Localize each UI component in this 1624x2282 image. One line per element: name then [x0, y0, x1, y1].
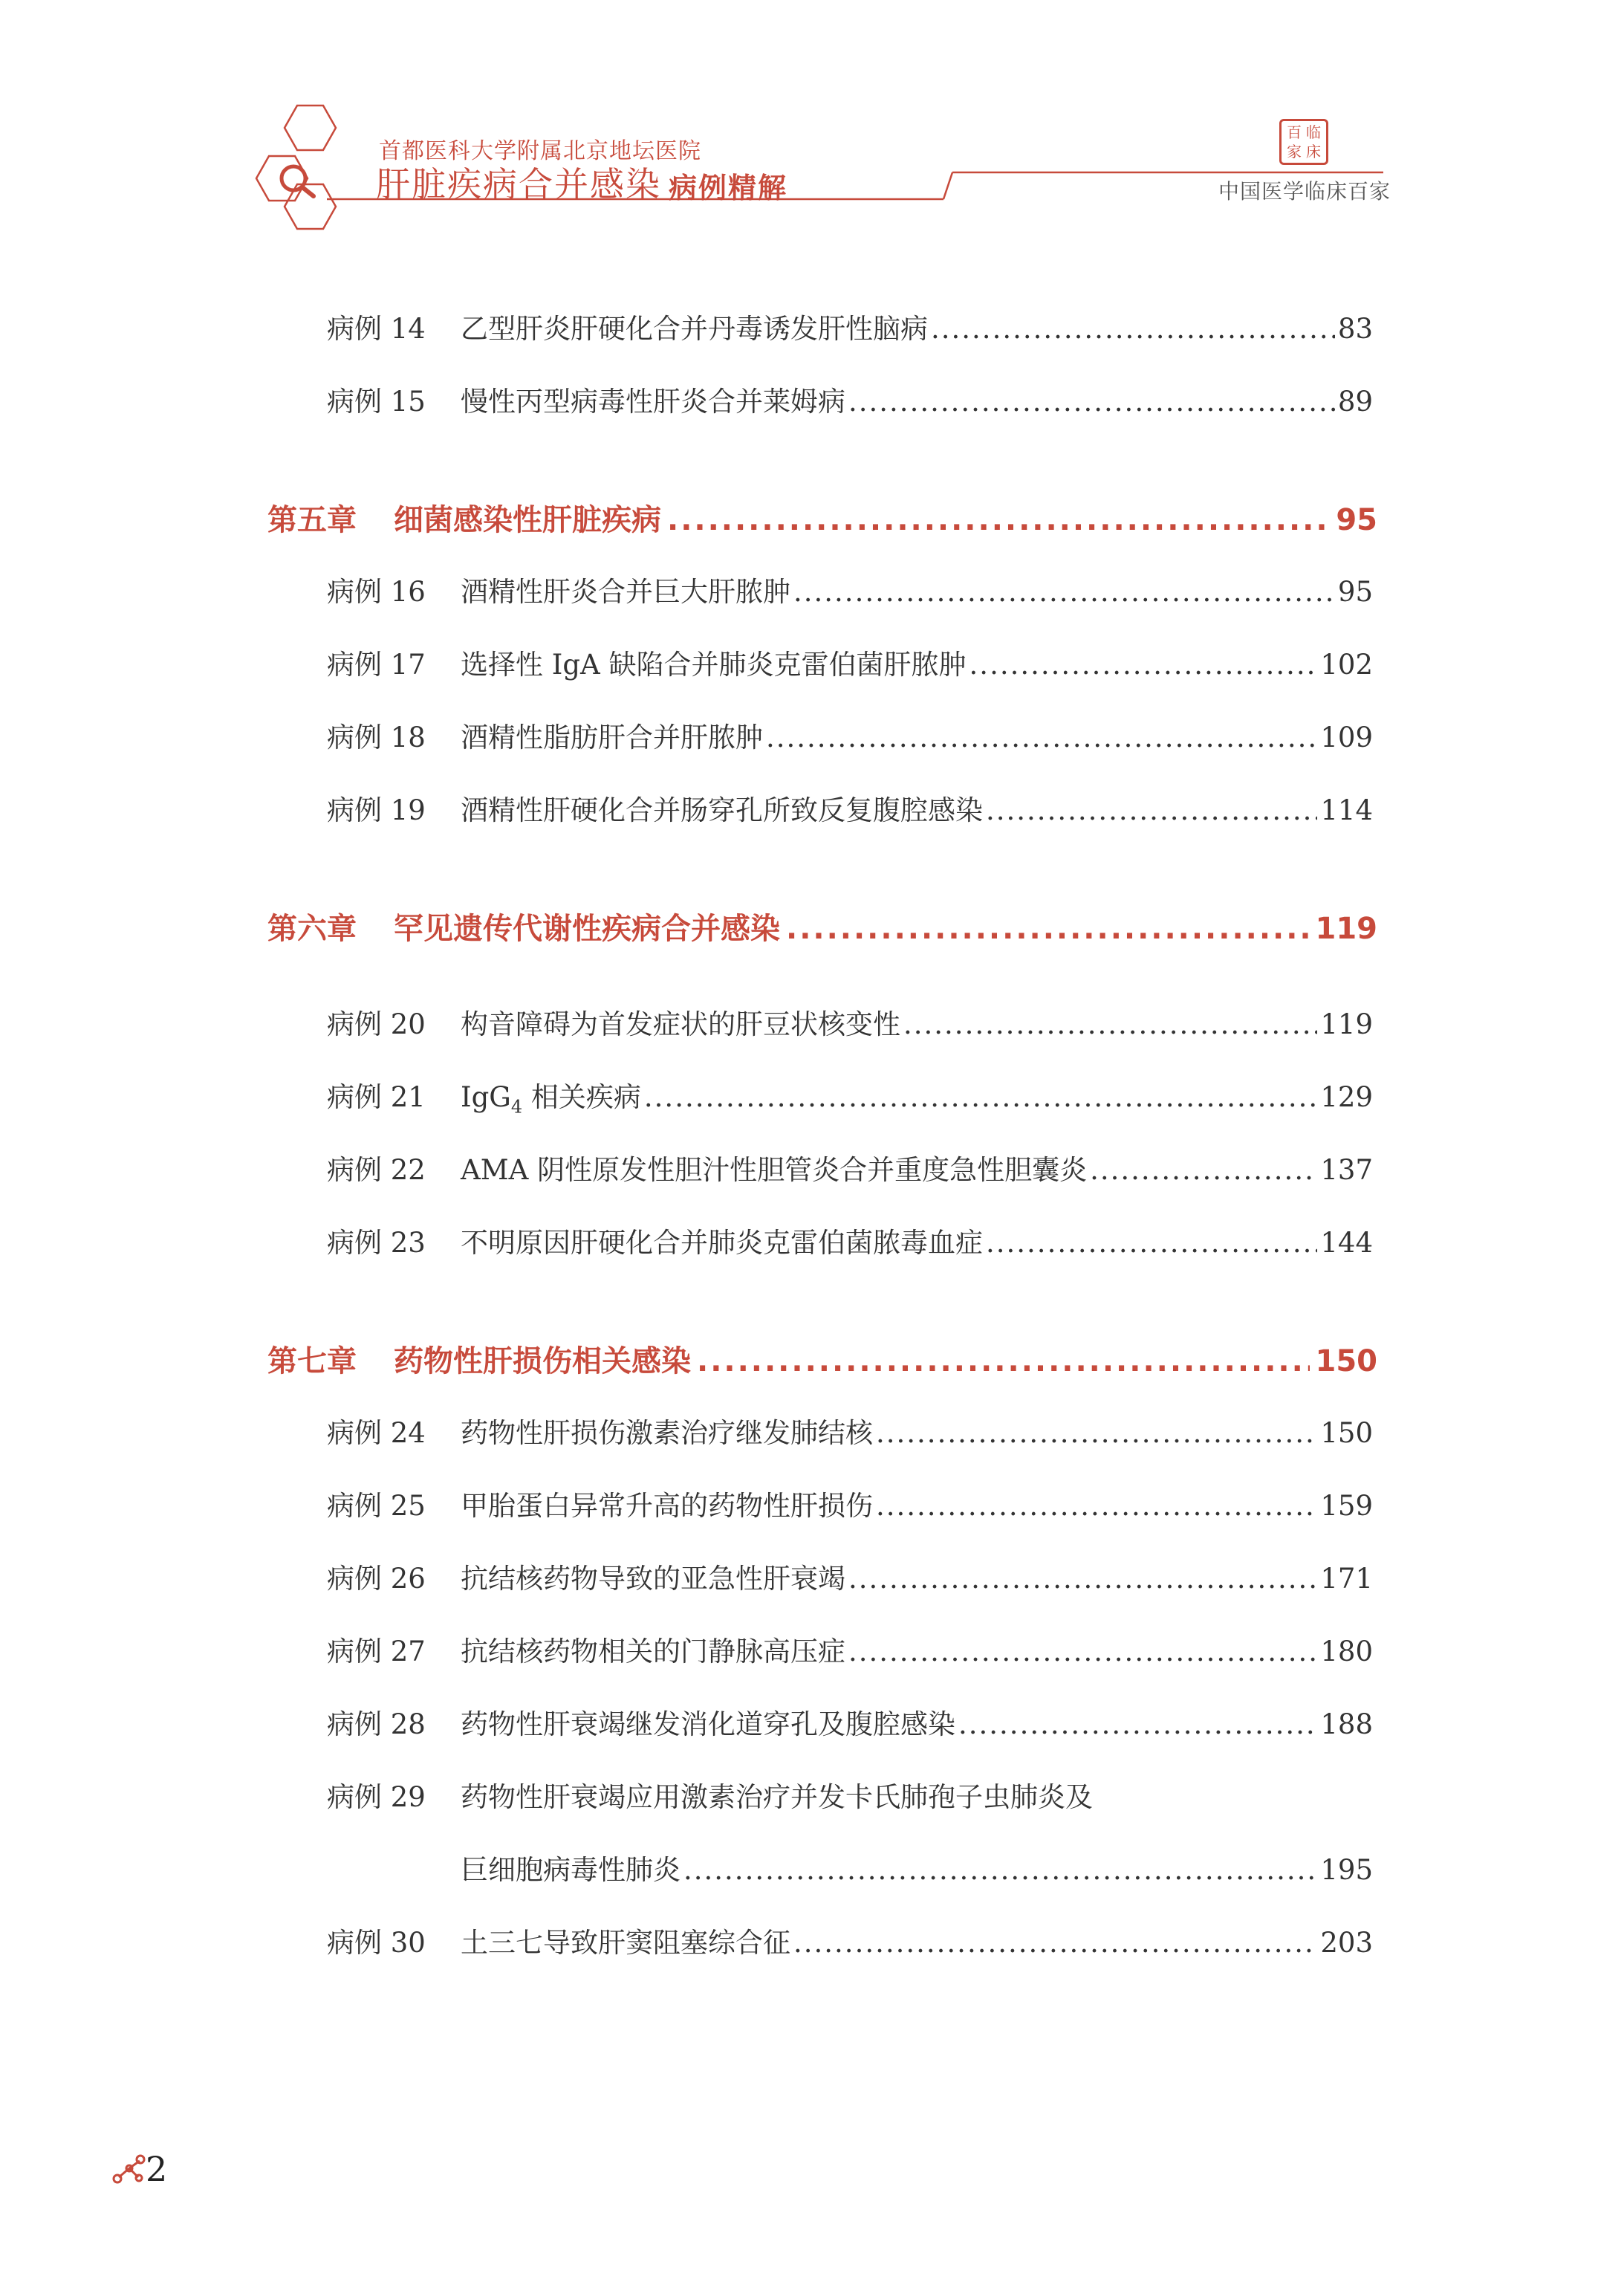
toc-case-entry[interactable]	[327, 306, 1373, 346]
chapter-title: 细菌感染性肝脏疾病	[394, 503, 661, 537]
page-number: 109	[1320, 722, 1373, 753]
leader-dots	[697, 1344, 1310, 1378]
page-number: 203	[1320, 1927, 1373, 1959]
case-title: 药物性肝衰竭继发消化道穿孔及腹腔感染	[461, 1708, 955, 1740]
page-number: 95	[1336, 503, 1377, 537]
page-number: 171	[1320, 1563, 1373, 1595]
leader-dots	[931, 313, 1335, 345]
case-number: 病例 21	[327, 1081, 426, 1113]
toc-case-entry[interactable]	[327, 1410, 1373, 1450]
case-number: 病例 20	[327, 1008, 426, 1040]
case-number: 病例 22	[327, 1154, 426, 1186]
leader-dots	[786, 912, 1310, 946]
toc-case-entry[interactable]	[327, 1002, 1373, 1042]
case-number: 病例 18	[327, 722, 426, 753]
molecule-icon	[111, 2152, 146, 2186]
case-title: 药物性肝损伤激素治疗继发肺结核	[461, 1417, 873, 1449]
toc-case-entry[interactable]	[327, 1629, 1373, 1669]
leader-dots	[848, 1563, 1317, 1595]
page-number: 144	[1320, 1227, 1373, 1259]
case-number: 病例 26	[327, 1563, 426, 1595]
seal-char: 家	[1287, 143, 1302, 161]
chapter-label: 第六章	[267, 912, 357, 946]
leader-dots	[876, 1417, 1317, 1449]
leader-dots	[986, 794, 1317, 826]
chapter-label: 第五章	[267, 503, 357, 537]
case-number: 病例 19	[327, 794, 426, 826]
chapter-label: 第七章	[267, 1344, 357, 1378]
chapter-title: 罕见遗传代谢性疾病合并感染	[394, 912, 780, 946]
case-number: 病例 17	[327, 649, 426, 681]
case-title-continuation: 巨细胞病毒性肺炎	[461, 1854, 681, 1886]
book-title: 肝脏疾病合并感染	[376, 164, 661, 204]
page-number: 119	[1315, 912, 1377, 946]
case-title: 慢性丙型病毒性肝炎合并莱姆病	[461, 386, 845, 418]
case-title: 抗结核药物导致的亚急性肝衰竭	[461, 1563, 845, 1595]
case-number: 病例 25	[327, 1490, 426, 1522]
case-title: IgG$_4$ 相关疾病	[461, 1081, 641, 1118]
case-title: 酒精性脂肪肝合并肝脓肿	[461, 722, 763, 753]
leader-dots	[1090, 1154, 1317, 1186]
leader-dots	[876, 1490, 1317, 1522]
toc-chapter-entry[interactable]	[267, 905, 1377, 947]
page-number: 83	[1337, 313, 1373, 345]
page-number: 137	[1320, 1154, 1373, 1186]
case-title: 药物性肝衰竭应用激素治疗并发卡氏肺孢子虫肺炎及	[461, 1781, 1093, 1813]
case-title: 甲胎蛋白异常升高的药物性肝损伤	[461, 1490, 873, 1522]
toc-case-entry[interactable]	[327, 1074, 1373, 1117]
toc-case-entry-continuation[interactable]	[327, 1847, 1373, 1887]
leader-dots	[848, 1636, 1317, 1667]
toc-case-entry[interactable]	[327, 1147, 1373, 1187]
toc-case-entry[interactable]	[327, 379, 1373, 419]
toc-case-entry[interactable]	[327, 715, 1373, 755]
page-number: 129	[1320, 1081, 1373, 1113]
case-title: 构音障碍为首发症状的肝豆状核变性	[461, 1008, 900, 1040]
toc-case-entry[interactable]	[327, 1774, 1373, 1815]
leader-dots	[903, 1008, 1317, 1040]
case-title: 酒精性肝硬化合并肠穿孔所致反复腹腔感染	[461, 794, 983, 826]
institution-name: 首都医科大学附属北京地坛医院	[379, 138, 701, 164]
series-name: 中国医学临床百家	[1218, 179, 1391, 204]
seal-char: 临	[1306, 123, 1321, 141]
leader-dots	[848, 386, 1335, 418]
case-number: 病例 15	[327, 386, 426, 418]
toc-case-entry[interactable]	[327, 642, 1373, 682]
toc-case-entry[interactable]	[327, 788, 1373, 828]
page-number: 159	[1320, 1490, 1373, 1522]
page-number: 102	[1320, 649, 1373, 681]
leader-dots	[667, 503, 1330, 537]
page-number: 114	[1320, 794, 1373, 826]
page-number: 119	[1320, 1008, 1373, 1040]
case-title: 土三七导致肝窦阻塞综合征	[461, 1927, 790, 1959]
leader-dots	[644, 1081, 1317, 1113]
leader-dots	[986, 1227, 1317, 1259]
page-number: 95	[1337, 576, 1373, 608]
series-seal-logo	[1279, 119, 1328, 165]
toc-case-entry[interactable]	[327, 1220, 1373, 1260]
leader-dots	[793, 1927, 1317, 1959]
toc-case-entry[interactable]	[327, 1483, 1373, 1523]
leader-dots	[969, 649, 1318, 681]
case-number: 病例 24	[327, 1417, 426, 1449]
case-number: 病例 28	[327, 1708, 426, 1740]
leader-dots	[683, 1854, 1317, 1886]
case-title: 乙型肝炎肝硬化合并丹毒诱发肝性脑病	[461, 313, 928, 345]
case-title: 抗结核药物相关的门静脉高压症	[461, 1636, 845, 1667]
case-title: 选择性 IgA 缺陷合并肺炎克雷伯菌肝脓肿	[461, 649, 967, 681]
seal-char: 百	[1287, 123, 1302, 141]
toc-chapter-entry[interactable]	[267, 1338, 1377, 1380]
case-number: 病例 23	[327, 1227, 426, 1259]
page-number: 150	[1315, 1344, 1377, 1378]
page-number: 195	[1320, 1854, 1373, 1886]
case-number: 病例 16	[327, 576, 426, 608]
case-title: 不明原因肝硬化合并肺炎克雷伯菌脓毒血症	[461, 1227, 983, 1259]
page-header	[0, 0, 1624, 238]
leader-dots	[766, 722, 1317, 753]
case-number: 病例 14	[327, 313, 426, 345]
seal-char: 床	[1306, 143, 1321, 161]
leader-dots	[958, 1708, 1317, 1740]
case-title: 酒精性肝炎合并巨大肝脓肿	[461, 576, 790, 608]
toc-case-entry[interactable]	[327, 1556, 1373, 1596]
toc-case-entry[interactable]	[327, 1702, 1373, 1742]
case-number: 病例 30	[327, 1927, 426, 1959]
toc-case-entry[interactable]	[327, 569, 1373, 609]
page-number: 188	[1320, 1708, 1373, 1740]
leader-dots	[793, 576, 1335, 608]
page-number: 89	[1337, 386, 1373, 418]
case-title: AMA 阴性原发性胆汁性胆管炎合并重度急性胆囊炎	[461, 1154, 1088, 1186]
case-number: 病例 29	[327, 1781, 426, 1813]
toc-case-entry[interactable]	[327, 1920, 1373, 1960]
page-number-footer: 2	[146, 2149, 168, 2189]
toc-chapter-entry[interactable]	[267, 496, 1377, 539]
chapter-title: 药物性肝损伤相关感染	[394, 1344, 691, 1378]
page-number: 150	[1320, 1417, 1373, 1449]
page-number: 180	[1320, 1636, 1373, 1667]
case-number: 病例 27	[327, 1636, 426, 1667]
book-subtitle: 病例精解	[669, 172, 788, 204]
